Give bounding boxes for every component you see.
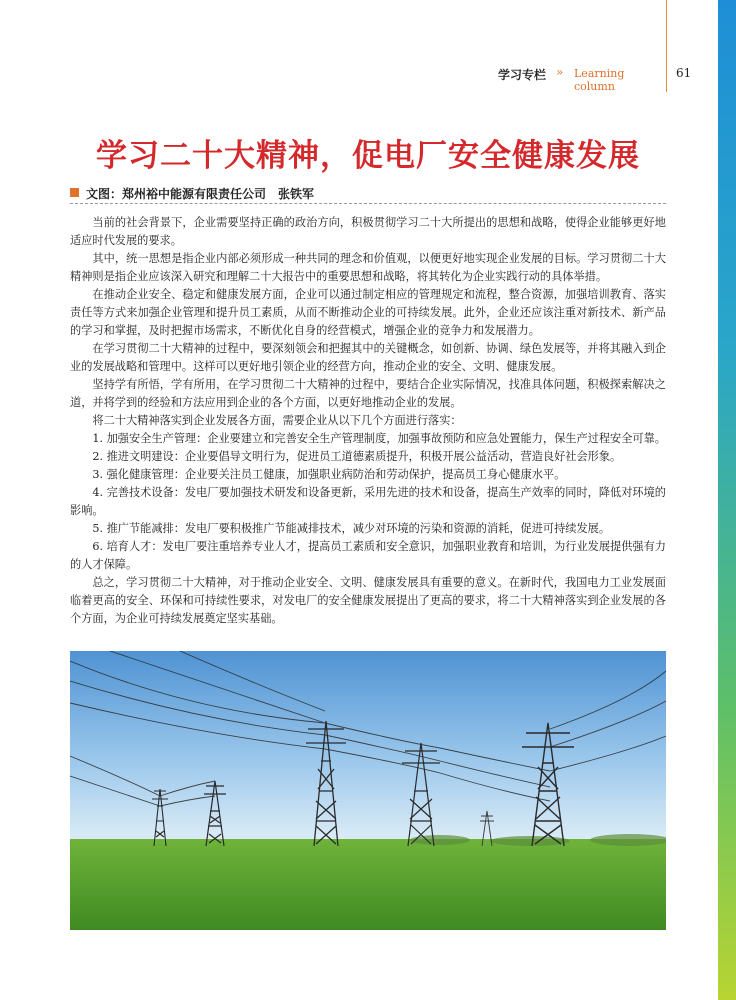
photo-illustration [70, 651, 666, 930]
byline-square-icon [70, 188, 79, 197]
byline-text: 文图：郑州裕中能源有限责任公司 张铁军 [86, 187, 315, 201]
section-name-cn: 学习专栏 [498, 68, 547, 82]
running-header [470, 64, 660, 93]
section-name-en: Learning column [574, 67, 625, 93]
double-chevron-icon: » [556, 65, 564, 79]
paragraph: 在推动企业安全、稳定和健康发展方面，企业可以通过制定相应的管理规定和流程，整合资源，加强培训教育、落实责任等方式来加强企业管理和提升员工素质，从而不断推动企业的可持续发展。此外，企业还应该注重对新技术、新产品的学习和掌握，及时把握市场需求，不断优化自身的经营模式，增强企业的竞争力和发展潜力。 [70, 288, 666, 337]
transmission-towers-photo [70, 651, 666, 930]
article-title: 学习二十大精神，促电厂安全健康发展 [96, 138, 640, 174]
header-vertical-rule [666, 0, 667, 92]
list-item: 1. 加强安全生产管理：企业要建立和完善安全生产管理制度，加强事故预防和应急处置能力，保生产过程安全可靠。 [92, 432, 666, 445]
paragraph: 将二十大精神落实到企业发展各方面，需要企业从以下几个方面进行落实： [92, 414, 462, 427]
paragraph: 在学习贯彻二十大精神的过程中，要深刻领会和把握其中的关键概念，如创新、协调、绿色发展等，并将其融入到企业的发展战略和管理中。这样可以更好地引领企业的经营方向，推动企业的安全、文明、健康发展。 [70, 342, 666, 373]
paragraph: 总之，学习贯彻二十大精神，对于推动企业安全、文明、健康发展具有重要的意义。在新时代，我国电力工业发展面临着更高的安全、环保和可持续性要求，对发电厂的安全健康发展提出了更高的要求，将二十大精神落实到企业发展的各个方面，为企业可持续发展奠定坚实基础。 [70, 576, 666, 625]
list-item: 4. 完善技术设备：发电厂要加强技术研发和设备更新，采用先进的技术和设备，提高生产效率的同时，降低对环境的影响。 [70, 486, 666, 517]
list-item: 6. 培育人才：发电厂要注重培养专业人才，提高员工素质和安全意识，加强职业教育和培训，为行业发展提供强有力的人才保障。 [70, 540, 666, 571]
paragraph: 当前的社会背景下，企业需要坚持正确的政治方向，积极贯彻学习二十大所提出的思想和战略，使得企业能够更好地适应时代发展的要求。 [70, 216, 666, 247]
article-body [70, 214, 666, 628]
byline-divider [70, 203, 666, 204]
list-item: 3. 强化健康管理：企业要关注员工健康，加强职业病防治和劳动保护，提高员工身心健康水平。 [92, 468, 566, 481]
paragraph: 坚持学有所悟，学有所用，在学习贯彻二十大精神的过程中，要结合企业实际情况，找准具体问题，积极探索解决之道，并将学到的经验和方法应用到企业的各个方面，以更好地推动企业的发展。 [70, 378, 666, 409]
page-number: 61 [676, 66, 692, 80]
paragraph: 其中，统一思想是指企业内部必须形成一种共同的理念和价值观，以便更好地实现企业发展的目标。学习贯彻二十大精神则是指企业应该深入研究和理解二十大报告中的重要思想和战略，将其转化为企业实践行动的具体举措。 [70, 252, 666, 283]
byline [70, 185, 670, 203]
list-item: 2. 推进文明建设：企业要倡导文明行为，促进员工道德素质提升，积极开展公益活动，营造良好社会形象。 [92, 450, 622, 463]
list-item: 5. 推广节能减排：发电厂要积极推广节能减排技术，减少对环境的污染和资源的消耗，促进可持续发展。 [92, 522, 611, 535]
grass-field [70, 839, 666, 930]
